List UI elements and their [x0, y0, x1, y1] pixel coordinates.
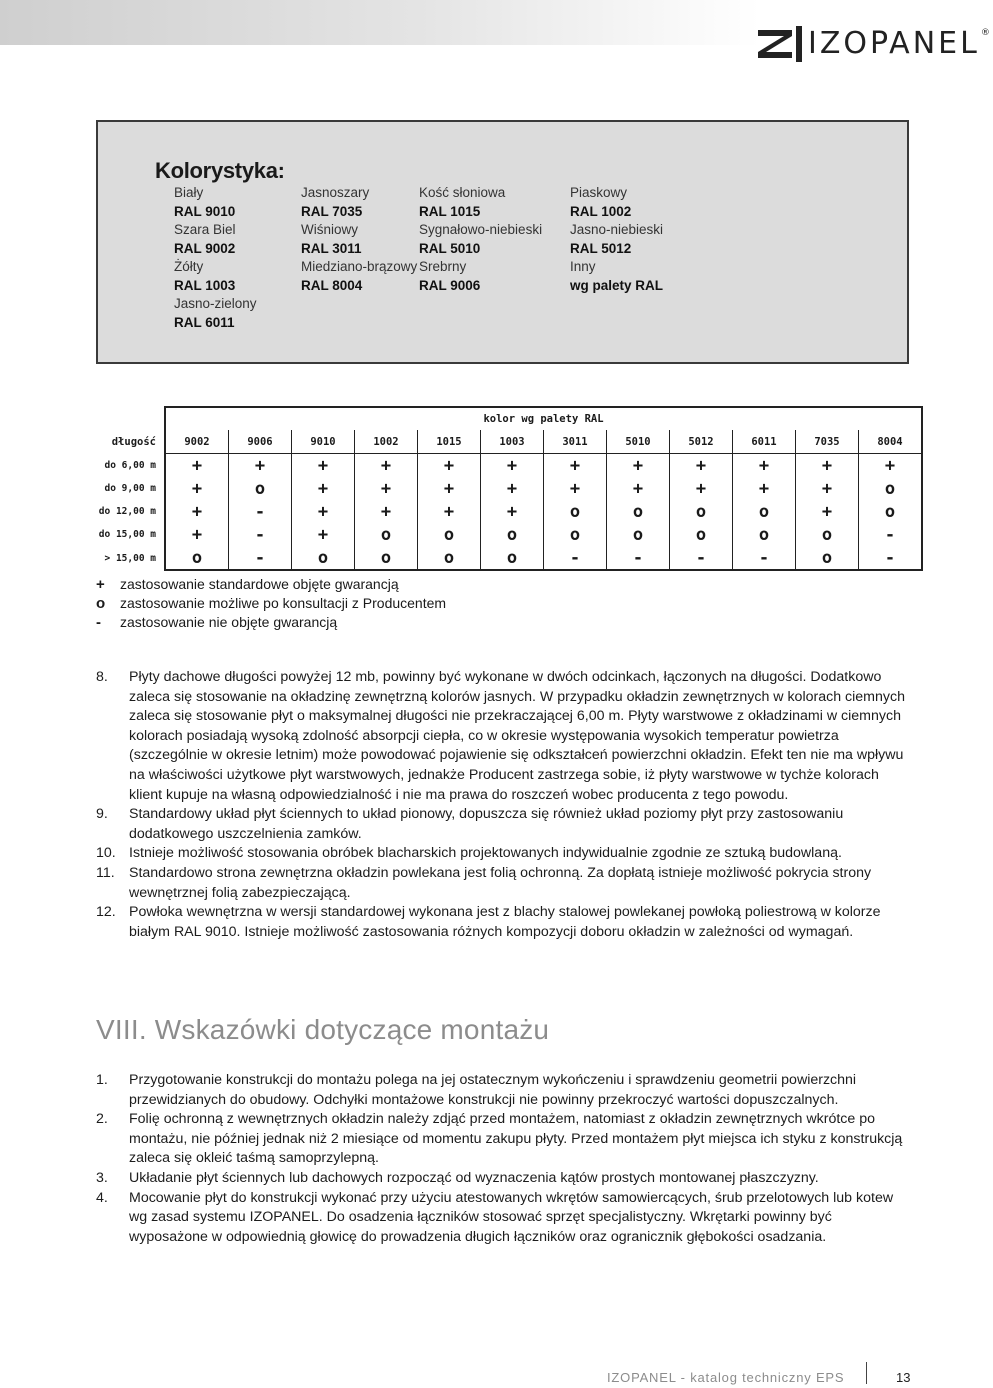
color-title: Kolorystyka:: [155, 158, 285, 183]
table-cell: o: [796, 523, 859, 546]
list-text: Istnieje możliwość stosowania obróbek blacharskich projektowanych indywidualnie zgodnie ze sztuką budowlaną.: [129, 845, 842, 862]
list-number: 9.: [96, 806, 108, 823]
color-code: RAL 3011: [301, 240, 362, 256]
row-label: > 15,00 m: [104, 552, 156, 564]
table-cell: o: [670, 523, 733, 546]
ral-column-header: 3011: [544, 430, 607, 454]
color-code: RAL 9006: [419, 277, 481, 293]
color-code: RAL 1002: [570, 203, 632, 219]
legend-symbol: o: [96, 595, 106, 612]
table-cell: -: [229, 546, 292, 570]
list-text: Folię ochronną z wewnętrznych okładzin należy zdjąć przed montażem, natomiast z okładzin zewnętrznych wkrótce po montażu, nie później jednak niż 2 miesiące od momentu zakupu płyty. Przed montażem płyt miejsca ich styku z konstrukcją zaleca się okleić taśmą samoprzylepną.: [129, 1111, 903, 1167]
ral-column-header: 5012: [670, 430, 733, 454]
color-code: RAL 5010: [419, 240, 481, 256]
list-item: [96, 805, 906, 844]
table-cell: +: [733, 477, 796, 500]
table-row: [96, 477, 922, 500]
list-text: Standardowy układ płyt ściennych to układ pionowy, dopuszcza się również układ poziomy płyt przy zastosowaniu dodatkowego uszczelnienia zamków.: [129, 806, 844, 842]
table-cell: +: [544, 454, 607, 478]
legend-text: zastosowanie nie objęte gwarancją: [120, 614, 338, 630]
color-name: Jasno-zielony: [174, 296, 257, 311]
legend-symbol: -: [96, 614, 101, 631]
table-cell: +: [418, 500, 481, 523]
table-cell: +: [355, 477, 418, 500]
list-text: Standardowo strona zewnętrzna okładzin powlekana jest folią ochronną. Za dopłatą istnieje możliwość pokrycia strony wewnętrznej folią zabezpieczającą.: [129, 864, 872, 901]
color-code: RAL 7035: [301, 203, 363, 219]
table-cell: +: [355, 500, 418, 523]
list-item: [96, 1110, 906, 1169]
list-number: 3.: [96, 1169, 108, 1186]
table-row: [96, 500, 922, 523]
table-cell: -: [859, 546, 923, 570]
list-item: [96, 903, 906, 942]
table-cell: o: [607, 500, 670, 523]
list-text: Przygotowanie konstrukcji do montażu polega na jej ostatecznym wykończeniu i sprawdzeniu geometrii powierzchni przewidzianych do obudowy. Odchyłki montażowe konstrukcji nie powinny przekroczyć wartości dopuszczalnych.: [129, 1072, 857, 1108]
ral-table: [96, 406, 923, 571]
color-name: Piaskowy: [570, 185, 628, 200]
table-cell: o: [733, 500, 796, 523]
color-panel: [96, 120, 909, 364]
color-code: RAL 9002: [174, 240, 236, 256]
table-cell: +: [796, 500, 859, 523]
row-label: do 15,00 m: [98, 529, 156, 540]
color-name: Szara Biel: [174, 222, 236, 237]
color-column-4: [570, 184, 663, 295]
table-cell: o: [607, 523, 670, 546]
list-item: [96, 668, 906, 805]
length-header: długość: [111, 435, 156, 448]
list-text: Powłoka wewnętrzna w wersji standardowej wykonana jest z blachy stalowej powlekanej powłoką poliestrową w kolorze białym RAL 9010. Istnieje możliwość zastosowania różnych kompozycji doboru okładzin w zależności od wymagań.: [129, 904, 881, 940]
table-cell: +: [859, 454, 923, 478]
color-name: Jasno-niebieski: [570, 222, 664, 237]
table-cell: +: [607, 454, 670, 478]
ral-column-header: 9006: [229, 430, 292, 454]
legend-text: zastosowanie możliwe po konsultacji z Producentem: [120, 595, 447, 611]
list-number: 8.: [96, 669, 108, 685]
table-cell: +: [796, 454, 859, 478]
table-cell: o: [355, 546, 418, 570]
row-label: do 12,00 m: [98, 506, 156, 517]
table-cell: +: [292, 523, 355, 546]
legend-item: [96, 594, 446, 613]
table-cell: +: [165, 454, 229, 478]
table-cell: +: [607, 477, 670, 500]
ral-column-header: 1002: [355, 430, 418, 454]
table-cell: -: [544, 546, 607, 570]
footer-title: IZOPANEL - katalog techniczny EPS: [607, 1370, 845, 1385]
table-cell: o: [544, 500, 607, 523]
table-cell: +: [165, 477, 229, 500]
table-cell: o: [292, 546, 355, 570]
table-cell: +: [670, 477, 733, 500]
table-cell: o: [418, 523, 481, 546]
legend-symbol: +: [96, 576, 105, 593]
color-column-2: [301, 184, 417, 295]
color-name: Sygnałowo-niebieski: [419, 222, 543, 237]
color-name: Srebrny: [419, 259, 467, 274]
legend-text: zastosowanie standardowe objęte gwarancją: [120, 576, 399, 592]
list-text: Układanie płyt ściennych lub dachowych rozpocząć od wyznaczenia kątów prostych montowanej płaszczyzny.: [129, 1169, 819, 1186]
ral-column-header: 1015: [418, 430, 481, 454]
row-label: do 6,00 m: [104, 459, 156, 471]
table-cell: +: [481, 477, 544, 500]
section-title: VIII. Wskazówki dotyczące montażu: [96, 1014, 550, 1045]
color-name: Wiśniowy: [301, 222, 359, 237]
table-cell: +: [544, 477, 607, 500]
table-cell: -: [859, 523, 923, 546]
table-cell: o: [796, 546, 859, 570]
color-name: Kość słoniowa: [419, 185, 506, 200]
color-name: Jasnoszary: [301, 185, 370, 200]
table-cell: o: [733, 523, 796, 546]
color-code: RAL 5012: [570, 240, 632, 256]
legend-item: [96, 613, 446, 632]
table-cell: +: [165, 523, 229, 546]
list-number: 12.: [96, 904, 116, 921]
ral-column-header: 9002: [165, 430, 229, 454]
table-cell: o: [355, 523, 418, 546]
table-row: [96, 546, 922, 570]
color-code: wg palety RAL: [570, 277, 664, 293]
list-text: Mocowanie płyt do konstrukcji wykonać przy użyciu atestowanych wkrętów samowiercących, śrub przelotowych lub kotew wg zasad systemu IZOPANEL. Do osadzenia łączników stosować sprzęt specjalistyczny. Wkrętarki powinny być wyposażone w odpowiednią głowicę do prowadzenia długich łączników oraz ogranicznik głębokości osadzania.: [129, 1189, 894, 1245]
table-cell: o: [859, 477, 923, 500]
list-item: [96, 1169, 906, 1189]
list-number: 2.: [96, 1111, 108, 1128]
color-code: RAL 8004: [301, 277, 363, 293]
footer-divider: [866, 1362, 867, 1384]
table-cell: -: [670, 546, 733, 570]
izopanel-logo-icon: [752, 22, 804, 66]
color-name: Biały: [174, 185, 204, 200]
table-cell: o: [670, 500, 733, 523]
table-cell: +: [229, 454, 292, 478]
color-name: Miedziano-brązowy: [301, 259, 418, 274]
notes-list: [96, 668, 906, 942]
list-number: 10.: [96, 845, 116, 862]
legend-item: [96, 575, 446, 594]
list-item: [96, 1071, 906, 1110]
table-cell: -: [733, 546, 796, 570]
montage-list: [96, 1071, 906, 1247]
color-code: RAL 1015: [419, 203, 481, 219]
table-cell: +: [165, 500, 229, 523]
table-cell: +: [796, 477, 859, 500]
table-cell: o: [544, 523, 607, 546]
table-cell: +: [670, 454, 733, 478]
table-cell: -: [607, 546, 670, 570]
list-number: 11.: [96, 864, 115, 881]
color-column-3: [419, 184, 542, 295]
table-cell: +: [292, 500, 355, 523]
table-cell: o: [229, 477, 292, 500]
brand-logo: [752, 22, 993, 66]
table-cell: -: [229, 500, 292, 523]
table-cell: +: [418, 477, 481, 500]
color-name: Inny: [570, 259, 596, 274]
list-item: [96, 844, 906, 864]
ral-table-title: kolor wg palety RAL: [165, 407, 922, 430]
list-item: [96, 864, 906, 903]
legend: [96, 575, 446, 632]
table-cell: o: [481, 523, 544, 546]
brand-name: IZOPANEL®: [808, 26, 993, 61]
table-cell: +: [292, 477, 355, 500]
table-cell: o: [165, 546, 229, 570]
color-code: RAL 9010: [174, 203, 236, 219]
ral-column-header: 1003: [481, 430, 544, 454]
table-cell: o: [859, 500, 923, 523]
ral-column-header: 6011: [733, 430, 796, 454]
color-code: RAL 6011: [174, 314, 235, 330]
table-cell: o: [481, 546, 544, 570]
table-cell: +: [733, 454, 796, 478]
ral-column-header: 5010: [607, 430, 670, 454]
color-code: RAL 1003: [174, 277, 236, 293]
list-number: 1.: [96, 1072, 108, 1088]
color-name: Żółty: [174, 259, 204, 274]
list-number: 4.: [96, 1189, 108, 1206]
table-cell: +: [292, 454, 355, 478]
table-cell: +: [418, 454, 481, 478]
row-label: do 9,00 m: [104, 483, 156, 494]
table-cell: +: [481, 500, 544, 523]
ral-column-header: 7035: [796, 430, 859, 454]
table-cell: -: [229, 523, 292, 546]
color-column-1: [174, 184, 257, 332]
table-cell: +: [355, 454, 418, 478]
ral-column-header: 9010: [292, 430, 355, 454]
ral-column-header: 8004: [859, 430, 923, 454]
list-text: Płyty dachowe długości powyżej 12 mb, powinny być wykonane w dwóch odcinkach, łączonych na długości. Dodatkowo zaleca się stosowanie na okładzinę zewnętrzną kolorów jasnych. W przypadku okładzin zewnętrznych w kolorach ciemnych zaleca się stosowanie płyt o maksymalnej długości nie przekraczającej 6,00 m. Płyty warstwowe z okładzinami w ciemnych kolorach posiadają wysoką zdolność absorpcji ciepła, co w okresie występowania wysokich temperatur powietrza (szczególnie w okresie letnim) może powodować pojawienie się odkształceń powierzchni okładzin. Efekt ten nie ma wpływu na właściwości użytkowe płyt warstwowych, jednakże Producent zastrzega sobie, iż płyty warstwowe w tychże kolorach klient kupuje na własną odpowiedzialność i nie ma prawa do roszczeń wobec producenta z tego powodu.: [129, 669, 905, 803]
table-row: [96, 454, 922, 478]
header-bar: [0, 0, 760, 45]
table-cell: +: [481, 454, 544, 478]
page-number: 13: [896, 1370, 911, 1385]
table-row: [96, 523, 922, 546]
list-item: [96, 1189, 906, 1248]
table-cell: o: [418, 546, 481, 570]
